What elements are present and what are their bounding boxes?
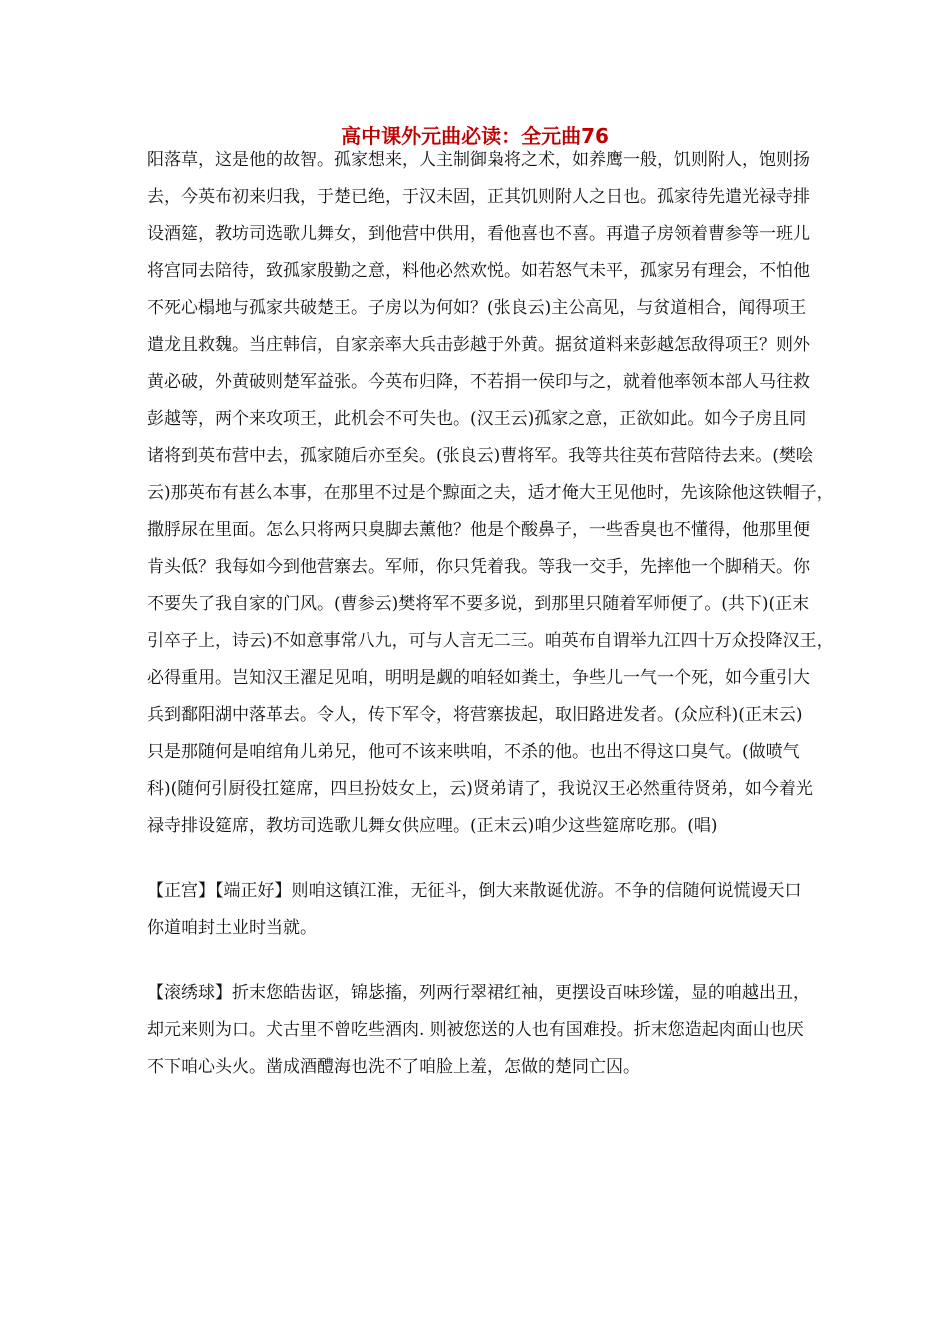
text-line: 将宫同去陪待，致孤家殷勤之意，料他必然欢悦。如若怒气未平，孤家另有理会，不怕他 — [147, 261, 810, 281]
text-line: 只是那随何是咱绾角儿弟兄，他可不该来哄咱，不杀的他。也出不得这口臭气。(做喷气 — [147, 742, 800, 762]
verse-line: 【滚绣球】折末您皓齿讴，锦毖搐，列两行翠裙红袖，更摆设百味珍馐，显的咱越出丑， — [147, 983, 810, 1003]
text-line: 禄寺排设筵席，教坊司选歌儿舞女供应哩。(正末云)咱少这些筵席吃那。(唱) — [147, 816, 718, 836]
text-line: 科)(随何引厨役扛筵席，四旦扮妓女上，云)贤弟请了，我说汉王必然重待贤弟，如今着光 — [147, 779, 813, 799]
verse-line: 你道咱封土业时当就。 — [147, 918, 317, 938]
text-line: 阳落草，这是他的故智。孤家想来，人主制御枭将之术，如养鹰一般，饥则附人，饱则扬 — [147, 150, 810, 170]
text-line: 黄必破，外黄破则楚军益张。今英布归降，不若捐一侯印与之，就着他率领本部人马往救 — [147, 372, 810, 392]
text-line: 诸将到英布营中去，孤家随后亦至矣。(张良云)曹将军。我等共往英布营陪待去来。(樊哙 — [147, 446, 813, 466]
text-line: 肯头低？我每如今到他营寨去。军师，你只凭着我。等我一交手，先摔他一个脚稍天。你 — [147, 557, 810, 577]
text-line: 去，今英布初来归我，于楚已绝，于汉未固，正其饥则附人之日也。孤家待先遣光禄寺排 — [147, 187, 810, 207]
text-line: 撒脬尿在里面。怎么只将两只臭脚去薰他？他是个酸鼻子，一些香臭也不懂得，他那里便 — [147, 520, 810, 540]
document-title: 高中课外元曲必读：全元曲76 — [341, 124, 609, 148]
verse-line: 却元来则为口。犬古里不曾吃些酒肉. 则被您送的人也有国难投。折末您造起肉面山也厌 — [147, 1020, 804, 1040]
text-line: 云)那英布有甚么本事，在那里不过是个黥面之夫，适才俺大王见他时，先该除他这铁帽子， — [147, 483, 834, 503]
text-line: 必得重用。岂知汉王濯足见咱，明明是觑的咱轻如粪土，争些儿一气一个死，如今重引大 — [147, 668, 810, 688]
text-line: 遣龙且救魏。当庄韩信，自家亲率大兵击彭越于外黄。据贫道料来彭越怎敌得项王？则外 — [147, 335, 810, 355]
text-line: 不要失了我自家的门风。(曹参云)樊将军不要多说，到那里只随着军师便了。(共下)(正末 — [147, 594, 810, 614]
verse-line: 不下咱心头火。凿成酒醴海也洗不了咱脸上羞，怎做的楚同亡囚。 — [147, 1057, 640, 1077]
text-line: 兵到鄱阳湖中落革去。令人，传下军令，将营寨拔起，取旧路进发者。(众应科)(正末云) — [147, 705, 803, 725]
text-line: 引卒子上，诗云)不如意事常八九，可与人言无二三。咱英布自谓举九江四十万众投降汉王， — [147, 631, 834, 651]
text-line: 不死心榻地与孤家共破楚王。子房以为何如？(张良云)主公高见，与贫道相合，闻得项王 — [147, 298, 807, 318]
verse-line: 【正宫】【端正好】则咱这镇江淮，无征斗，倒大来散诞优游。不争的信随何说慌谩天口 — [147, 881, 802, 901]
text-line: 彭越等，两个来攻项王，此机会不可失也。(汉王云)孤家之意，正欲如此。如今子房且同 — [147, 409, 807, 429]
text-line: 设酒筵，教坊司选歌儿舞女，到他营中供用，看他喜也不喜。再遣子房领着曹参等一班儿 — [147, 224, 810, 244]
